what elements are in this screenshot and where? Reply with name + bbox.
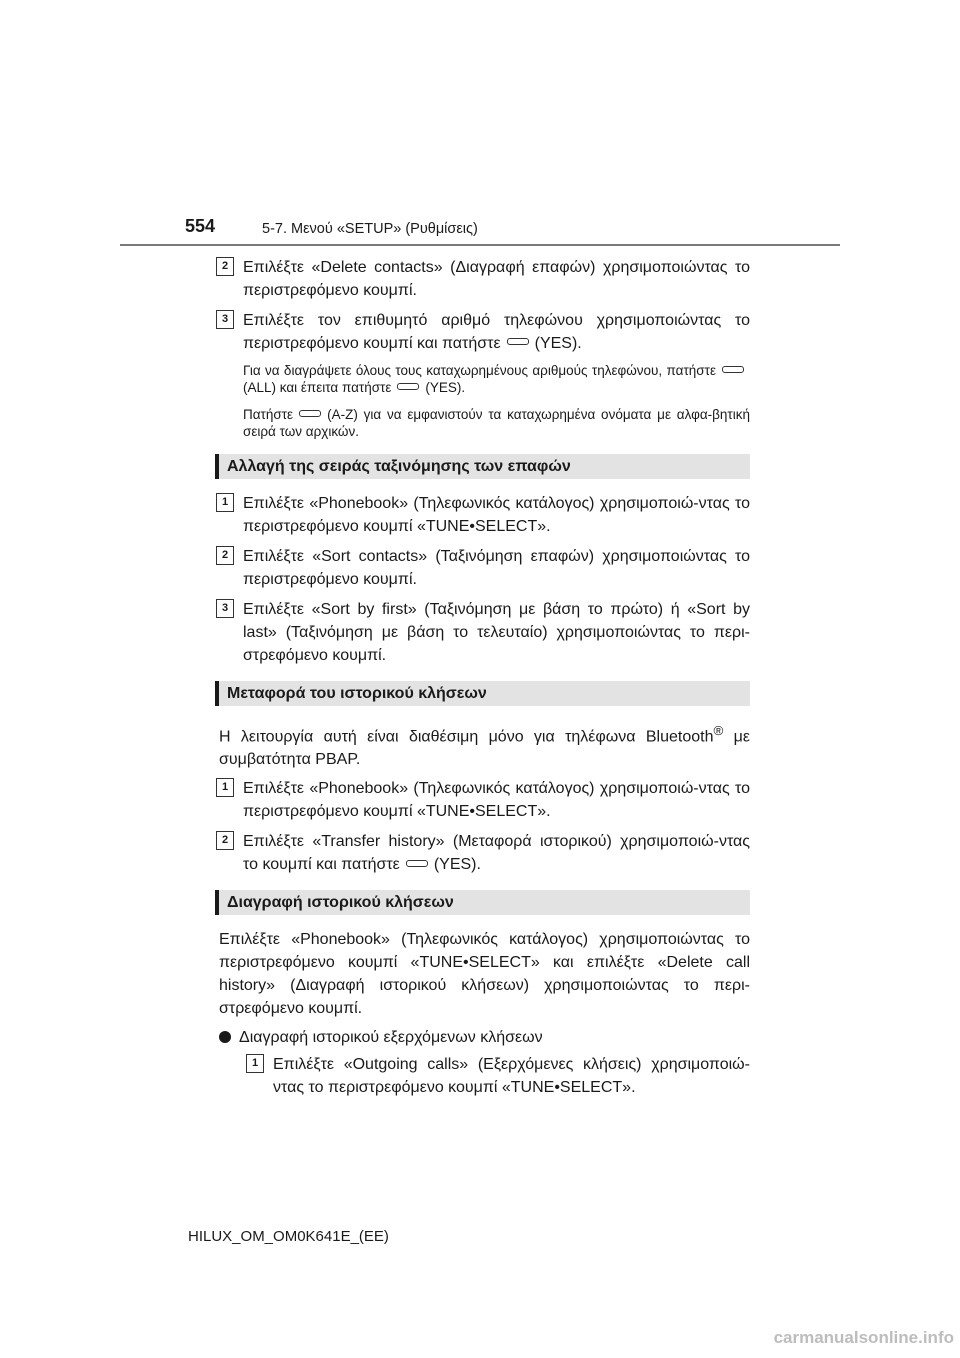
step-item <box>215 492 750 538</box>
section-title: 5-7. Μενού «SETUP» (Ρυθμίσεις) <box>262 221 478 237</box>
note-paragraph <box>215 406 750 440</box>
intro-text: με συμβατότητα PBAP. <box>219 728 750 769</box>
step-text: Επιλέξτε «Sort by first» (Ταξινόμηση με βάση το πρώτο) ή «Sort by last» (Ταξινόμηση με βάση το τελευταίο) χρησιμοποιώντας το περι-στρεφόμενο κουμπί. <box>243 601 750 664</box>
step-number: 2 <box>216 257 234 276</box>
step-item <box>215 256 750 302</box>
watermark: carmanualsonline.info <box>773 1328 954 1347</box>
step-number: 1 <box>216 778 234 797</box>
button-icon <box>722 366 744 373</box>
step-number: 1 <box>216 493 234 512</box>
bullet-text: Διαγραφή ιστορικού εξερχόμενων κλήσεων <box>239 1029 543 1047</box>
step-item <box>215 545 750 591</box>
step-number: 1 <box>246 1054 264 1073</box>
section-heading-sort: Αλλαγή της σειράς ταξινόμησης των επαφών <box>215 454 750 479</box>
intro-text: Η λειτουργία αυτή είναι διαθέσιμη μόνο για τηλέφωνα Bluetooth <box>219 728 714 746</box>
bullet-icon <box>219 1031 231 1043</box>
step-text: Επιλέξτε τον επιθυμητό αριθμό τηλεφώνου χρησιμοποιώντας το περιστρεφόμενο κουμπί και πατήστε <box>243 312 750 352</box>
note-text: (YES). <box>425 380 466 395</box>
step-number: 3 <box>216 310 234 329</box>
footer-code: HILUX_OM_OM0K641E_(EE) <box>188 1228 389 1245</box>
step-number: 3 <box>216 599 234 618</box>
step-item <box>215 309 750 355</box>
section-heading-transfer: Μεταφορά του ιστορικού κλήσεων <box>215 681 750 706</box>
step-text: Επιλέξτε «Sort contacts» (Ταξινόμηση επαφών) χρησιμοποιώντας το περιστρεφόμενο κουμπί. <box>243 548 750 588</box>
button-icon <box>299 410 321 417</box>
note-paragraph <box>215 362 750 396</box>
step-text: (YES). <box>534 335 582 352</box>
note-text: Για να διαγράψετε όλους τους καταχωρημένους αριθμούς τηλεφώνου, πατήστε <box>243 363 716 378</box>
step-text: Επιλέξτε «Phonebook» (Τηλεφωνικός κατάλογος) χρησιμοποιώ-ντας το περιστρεφόμενο κουμπί «TUNE•SELECT». <box>243 495 750 535</box>
button-icon <box>406 860 428 867</box>
registered-mark: ® <box>713 723 724 738</box>
button-icon <box>397 383 419 390</box>
note-text: Πατήστε <box>243 407 294 422</box>
step-text: Επιλέξτε «Transfer history» (Μεταφορά ιστορικού) χρησιμοποιώ-ντας το κουμπί και πατήστε <box>243 833 750 874</box>
note-text: (ALL) και έπειτα πατήστε <box>243 380 392 395</box>
step-item <box>245 1053 750 1099</box>
section-heading-delete-history: Διαγραφή ιστορικού κλήσεων <box>215 890 750 915</box>
header-rule <box>120 244 840 246</box>
note-text: (A-Z) για να εμφανιστούν τα καταχωρημένα ονόματα με αλφα-βητική σειρά των αρχικών. <box>243 407 750 439</box>
step-item <box>215 598 750 667</box>
page-number: 554 <box>185 216 216 236</box>
step-text: Επιλέξτε «Delete contacts» (Διαγραφή επαφών) χρησιμοποιώντας το περιστρεφόμενο κουμπί. <box>243 259 750 299</box>
step-number: 2 <box>216 546 234 565</box>
page-header <box>0 0 960 250</box>
step-text: Επιλέξτε «Phonebook» (Τηλεφωνικός κατάλογος) χρησιμοποιώ-ντας το περιστρεφόμενο κουμπί «TUNE•SELECT». <box>243 780 750 821</box>
page-content <box>215 256 750 1106</box>
step-text: (YES). <box>433 856 481 874</box>
step-item <box>215 777 750 823</box>
step-item <box>215 830 750 876</box>
bullet-item <box>215 1026 750 1049</box>
intro-paragraph: Επιλέξτε «Phonebook» (Τηλεφωνικός κατάλογος) χρησιμοποιώντας το περιστρεφόμενο κουμπί «TUNE•SELECT» και επιλέξτε «Delete call history» (Διαγραφή ιστορικού κλήσεων) χρησιμοποιώντας το περι-στρεφόμενο κουμπί. <box>219 931 750 1018</box>
button-icon <box>507 338 529 345</box>
intro-paragraph <box>215 719 750 771</box>
step-text: Επιλέξτε «Outgoing calls» (Εξερχόμενες κλήσεις) χρησιμοποιώ-ντας το περιστρεφόμενο κουμπί «TUNE•SELECT». <box>273 1056 750 1097</box>
step-number: 2 <box>216 831 234 850</box>
